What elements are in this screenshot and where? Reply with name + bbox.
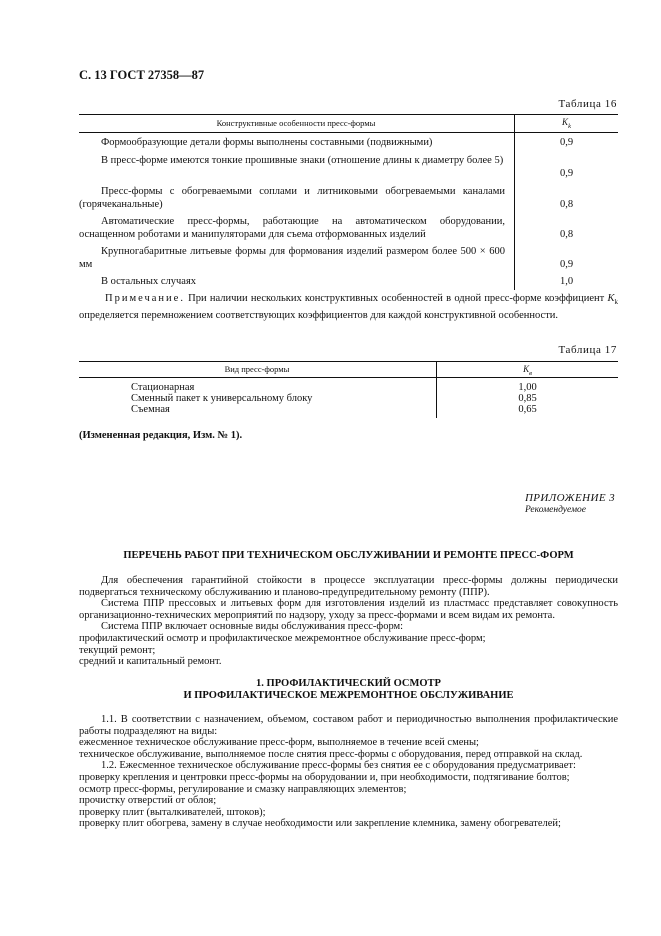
intro-paragraph: Для обеспечения гарантийной стойкости в процессе эксплуатации пресс-формы должны периодически подвергаться техническому обслуживанию и планово-предупредительному ремонту (ППР). bbox=[79, 575, 618, 598]
intro-paragraph: Система ППР прессовых и литьевых форм для изготовления изделий из пластмасс представляет совокупность организационно-технических мероприятий по надзору, уходу за пресс-формами и всем видам их ремонта. bbox=[79, 598, 618, 621]
table17-row-value: 0,85 bbox=[518, 393, 537, 404]
table17-title: Таблица 17 bbox=[558, 344, 617, 356]
table17-row-value: 0,65 bbox=[518, 404, 537, 415]
table17-row-value: 1,00 bbox=[518, 382, 537, 393]
table16-row-value: 0,8 bbox=[559, 229, 574, 240]
note-label: Примечание. bbox=[105, 293, 185, 304]
appendix-block bbox=[525, 492, 615, 515]
note-text-before: При наличии нескольких конструктивных особенностей в одной пресс-форме коэффициент bbox=[184, 293, 608, 304]
table17-row-text: Сменный пакет к универсальному блоку bbox=[131, 393, 313, 404]
section1-body bbox=[79, 714, 618, 830]
table16-col2-symbol: K bbox=[562, 117, 569, 127]
section1-list-item: проверку плит обогрева, замену в случае необходимости или закрепление клемника, замену обогревателей; bbox=[79, 818, 561, 830]
table16 bbox=[79, 114, 618, 287]
table16-row-text: Автоматические пресс-формы, работающие на автоматическом оборудовании, оснащенном роботами и манипуляторами для съема отформованных изделий bbox=[79, 216, 505, 240]
section1-list-item: проверку крепления и центровки пресс-формы на оборудовании и, при необходимости, подтягивание болтов; bbox=[79, 771, 570, 783]
table17-col1-header: Вид пресс-формы bbox=[224, 364, 290, 374]
section1-title-line2: И ПРОФИЛАКТИЧЕСКОЕ МЕЖРЕМОНТНОЕ ОБСЛУЖИВАНИЕ bbox=[183, 690, 514, 701]
intro-paragraph: Система ППР включает основные виды обслуживания пресс-форм: bbox=[101, 621, 404, 633]
table16-row-text: В пресс-форме имеются тонкие прошивные знаки (отношение длины к диаметру более 5) bbox=[101, 155, 504, 166]
table16-header-row bbox=[79, 114, 618, 133]
table16-row-value: 1,0 bbox=[559, 276, 574, 287]
table16-row-value: 0,8 bbox=[559, 199, 574, 210]
section1-list-item: проверку плит (выталкивателей, штоков); bbox=[79, 806, 266, 818]
appendix-status: Рекомендуемое bbox=[524, 505, 586, 515]
note-symbol: K bbox=[607, 293, 615, 304]
section1-list-item: техническое обслуживание, выполняемое после снятия пресс-формы с оборудования, перед отправкой на склад. bbox=[79, 748, 583, 760]
note-symbol-sub: k bbox=[614, 298, 618, 307]
section1-paragraph: 1.2. Ежесменное техническое обслуживание пресс-формы без снятия ее с оборудования предусматривает: bbox=[101, 760, 576, 772]
intro-section bbox=[79, 575, 618, 668]
table17-row-text: Съемная bbox=[131, 404, 170, 415]
table17-col2-header bbox=[437, 364, 618, 377]
table16-row-value: 0,9 bbox=[559, 137, 574, 148]
table17-col2-symbol: K bbox=[523, 364, 530, 374]
section1-title-line1: 1. ПРОФИЛАКТИЧЕСКИЙ ОСМОТР bbox=[256, 678, 441, 689]
section1-list-item: осмотр пресс-формы, регулирование и смазку направляющих элементов; bbox=[79, 783, 407, 795]
table16-title: Таблица 16 bbox=[558, 98, 617, 110]
table16-row-value: 0,9 bbox=[559, 168, 574, 179]
table17-row-text: Стационарная bbox=[131, 382, 195, 393]
section1-title bbox=[79, 678, 618, 702]
table16-row-text: Формообразующие детали формы выполнены составными (подвижными) bbox=[101, 137, 433, 148]
intro-list-item: профилактический осмотр и профилактическое межремонтное обслуживание пресс-форм; bbox=[79, 632, 486, 644]
table16-note bbox=[79, 292, 618, 322]
table16-row-value: 0,9 bbox=[559, 259, 574, 270]
table16-col2-header bbox=[515, 117, 618, 130]
table17-header-row bbox=[79, 361, 618, 378]
intro-list-item: средний и капитальный ремонт. bbox=[79, 656, 222, 668]
appendix-main-title: ПЕРЕЧЕНЬ РАБОТ ПРИ ТЕХНИЧЕСКОМ ОБСЛУЖИВАНИИ И РЕМОНТЕ ПРЕСС-ФОРМ bbox=[123, 550, 574, 561]
table17 bbox=[79, 361, 618, 415]
page-header: С. 13 ГОСТ 27358—87 bbox=[79, 68, 205, 82]
table17-col2-symbol-sub: в bbox=[529, 369, 532, 377]
appendix-label: ПРИЛОЖЕНИЕ 3 bbox=[524, 492, 615, 504]
note-text-after: определяется перемножением соответствующих коэффициентов для каждой конструктивной особенности. bbox=[79, 310, 559, 322]
section1-list-item: ежесменное техническое обслуживание пресс-форм, выполняемое в течение всей смены; bbox=[79, 737, 479, 749]
table16-col1-header: Конструктивные особенности пресс-формы bbox=[216, 118, 376, 128]
section1-paragraph: 1.1. В соответствии с назначением, объемом, составом работ и периодичностью выполнения профилактические работы подразделяют на виды: bbox=[79, 714, 618, 737]
section1-list-item: прочистку отверстий от облоя; bbox=[79, 795, 217, 807]
table16-row-text: Крупногабаритные литьевые формы для формования изделий размером более 500 × 600 мм bbox=[79, 246, 505, 270]
changed-edition-note: (Измененная редакция, Изм. № 1). bbox=[79, 430, 243, 441]
table16-row-text: Пресс-формы с обогреваемыми соплами и литниковыми обогреваемыми каналами (горячеканальные) bbox=[79, 186, 505, 210]
intro-list-item: текущий ремонт; bbox=[79, 644, 156, 656]
table16-row-text: В остальных случаях bbox=[101, 276, 197, 287]
table16-col2-symbol-sub: k bbox=[568, 122, 571, 130]
